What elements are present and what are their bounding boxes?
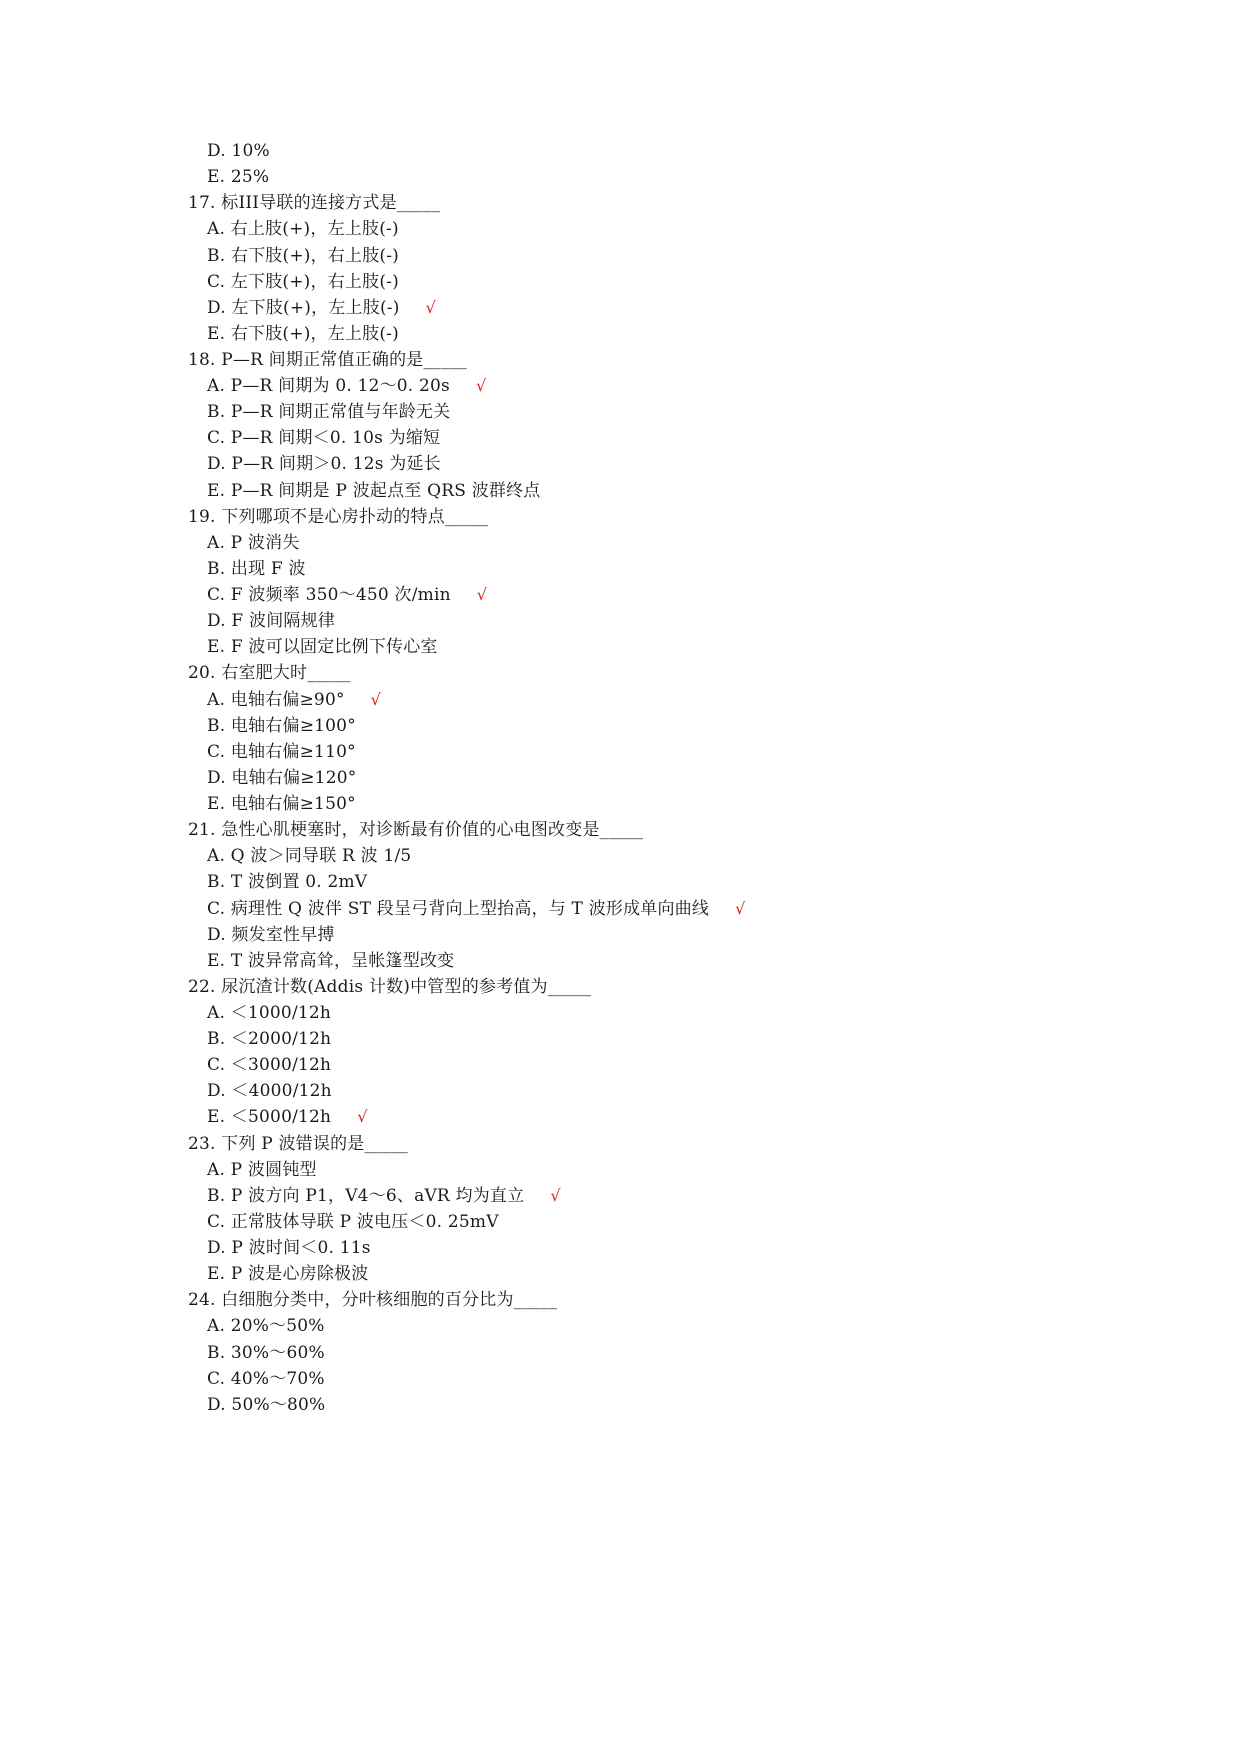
option-text: C. ＜3000/12h xyxy=(207,1055,332,1076)
option-text: A. P—R 间期为 0. 12～0. 20s xyxy=(207,376,450,397)
option-text: A. 20%～50% xyxy=(207,1316,325,1337)
question-stem xyxy=(188,1289,557,1311)
answer-option xyxy=(207,1368,325,1390)
answer-option xyxy=(207,140,270,162)
question-text: 23. 下列 P 波错误的是_____ xyxy=(188,1133,408,1154)
answer-option xyxy=(207,1237,371,1259)
correct-answer-check-icon: √ xyxy=(370,689,382,709)
answer-option xyxy=(207,1002,331,1024)
answer-option xyxy=(207,166,269,188)
answer-option xyxy=(207,1394,325,1416)
question-stem xyxy=(188,506,488,528)
answer-option xyxy=(207,610,335,632)
option-text: A. 电轴右偏≥90° xyxy=(207,689,345,710)
option-text: B. P 波方向 P1，V4～6、aVR 均为直立 xyxy=(207,1185,525,1206)
answer-option xyxy=(207,689,381,711)
option-text: C. 左下肢(+)，右上肢(-) xyxy=(207,271,399,292)
option-text: A. 右上肢(+)，左上肢(-) xyxy=(207,219,399,240)
answer-option xyxy=(207,767,356,789)
answer-option xyxy=(207,871,367,893)
option-text: D. 50%～80% xyxy=(207,1394,326,1415)
option-text: E. 电轴右偏≥150° xyxy=(207,794,356,814)
question-text: 20. 右室肥大时_____ xyxy=(188,663,351,684)
option-text: D. ＜4000/12h xyxy=(207,1081,332,1102)
answer-option xyxy=(207,845,411,867)
option-text: E. F 波可以固定比例下传心室 xyxy=(207,637,438,658)
option-text: D. 电轴右偏≥120° xyxy=(207,767,357,788)
option-text: E. 25% xyxy=(207,167,270,188)
answer-option xyxy=(207,793,356,815)
answer-option xyxy=(207,741,356,763)
question-text: 21. 急性心肌梗塞时，对诊断最有价值的心电图改变是_____ xyxy=(188,820,644,841)
answer-option xyxy=(207,375,486,397)
question-stem xyxy=(188,349,467,371)
correct-answer-check-icon: √ xyxy=(425,297,436,317)
option-text: D. 频发室性早搏 xyxy=(207,924,335,945)
option-text: D. 左下肢(+)，左上肢(-) xyxy=(207,297,400,318)
question-stem xyxy=(188,192,440,214)
option-text: A. Q 波＞同导联 R 波 1/5 xyxy=(207,846,412,867)
answer-option xyxy=(207,636,438,658)
answer-option xyxy=(207,1263,368,1285)
answer-option xyxy=(207,323,399,345)
question-text: 24. 白细胞分类中，分叶核细胞的百分比为_____ xyxy=(188,1290,558,1311)
answer-option xyxy=(207,558,306,580)
answer-option xyxy=(207,898,746,920)
option-text: E. ＜5000/12h xyxy=(207,1107,332,1128)
answer-option xyxy=(207,584,487,606)
correct-answer-check-icon: √ xyxy=(357,1107,368,1127)
question-stem xyxy=(188,976,591,998)
option-text: D. P—R 间期＞0. 12s 为延长 xyxy=(207,454,441,475)
answer-option xyxy=(207,1080,332,1102)
answer-option xyxy=(207,532,300,554)
question-text: 17. 标III导联的连接方式是_____ xyxy=(188,193,441,214)
option-text: B. ＜2000/12h xyxy=(207,1029,332,1050)
answer-option xyxy=(207,1315,325,1337)
question-stem xyxy=(188,819,643,841)
option-text: E. T 波异常高耸，呈帐篷型改变 xyxy=(207,950,455,971)
option-text: B. T 波倒置 0. 2mV xyxy=(207,872,368,893)
answer-option xyxy=(207,245,399,267)
question-text: 19. 下列哪项不是心房扑动的特点_____ xyxy=(188,506,489,527)
question-text: 22. 尿沉渣计数(Addis 计数)中管型的参考值为_____ xyxy=(188,976,592,997)
option-text: B. 出现 F 波 xyxy=(207,558,306,579)
question-stem xyxy=(188,1133,408,1155)
option-text: B. 电轴右偏≥100° xyxy=(207,715,356,736)
option-text: C. 40%～70% xyxy=(207,1368,325,1389)
answer-option xyxy=(207,924,335,946)
answer-option xyxy=(207,1054,331,1076)
option-text: E. P—R 间期是 P 波起点至 QRS 波群终点 xyxy=(207,480,541,501)
answer-option xyxy=(207,297,436,319)
question-stem xyxy=(188,662,351,684)
option-text: D. 10% xyxy=(207,141,270,161)
correct-answer-check-icon: √ xyxy=(550,1185,561,1205)
answer-option xyxy=(207,1211,499,1233)
option-text: E. 右下肢(+)，左上肢(-) xyxy=(207,323,399,344)
option-text: A. P 波圆钝型 xyxy=(207,1159,317,1180)
option-text: C. 电轴右偏≥110° xyxy=(207,741,356,762)
answer-option xyxy=(207,218,399,240)
answer-option xyxy=(207,401,450,423)
option-text: C. P—R 间期＜0. 10s 为缩短 xyxy=(207,428,441,449)
option-text: E. P 波是心房除极波 xyxy=(207,1264,369,1285)
option-text: D. P 波时间＜0. 11s xyxy=(207,1238,371,1258)
answer-option xyxy=(207,453,441,475)
option-text: C. F 波频率 350～450 次/min xyxy=(207,585,451,605)
option-text: B. P—R 间期正常值与年龄无关 xyxy=(207,402,451,423)
option-text: B. 右下肢(+)，右上肢(-) xyxy=(207,245,400,266)
option-text: A. ＜1000/12h xyxy=(207,1003,332,1023)
answer-option xyxy=(207,271,399,293)
correct-answer-check-icon: √ xyxy=(476,585,488,604)
option-text: C. 病理性 Q 波伴 ST 段呈弓背向上型抬高，与 T 波形成单向曲线 xyxy=(207,898,710,919)
correct-answer-check-icon: √ xyxy=(735,898,746,918)
answer-option xyxy=(207,1106,368,1128)
option-text: C. 正常肢体导联 P 波电压＜0. 25mV xyxy=(207,1211,499,1232)
correct-answer-check-icon: √ xyxy=(475,376,487,396)
answer-option xyxy=(207,1342,325,1364)
answer-option xyxy=(207,715,356,737)
option-text: D. F 波间隔规律 xyxy=(207,611,336,632)
answer-option xyxy=(207,427,440,449)
question-text: 18. P—R 间期正常值正确的是_____ xyxy=(188,350,467,370)
option-text: B. 30%～60% xyxy=(207,1342,325,1363)
answer-option xyxy=(207,1028,331,1050)
answer-option xyxy=(207,950,454,972)
answer-option xyxy=(207,480,541,502)
option-text: A. P 波消失 xyxy=(207,532,300,553)
answer-option xyxy=(207,1185,561,1207)
answer-option xyxy=(207,1159,317,1181)
